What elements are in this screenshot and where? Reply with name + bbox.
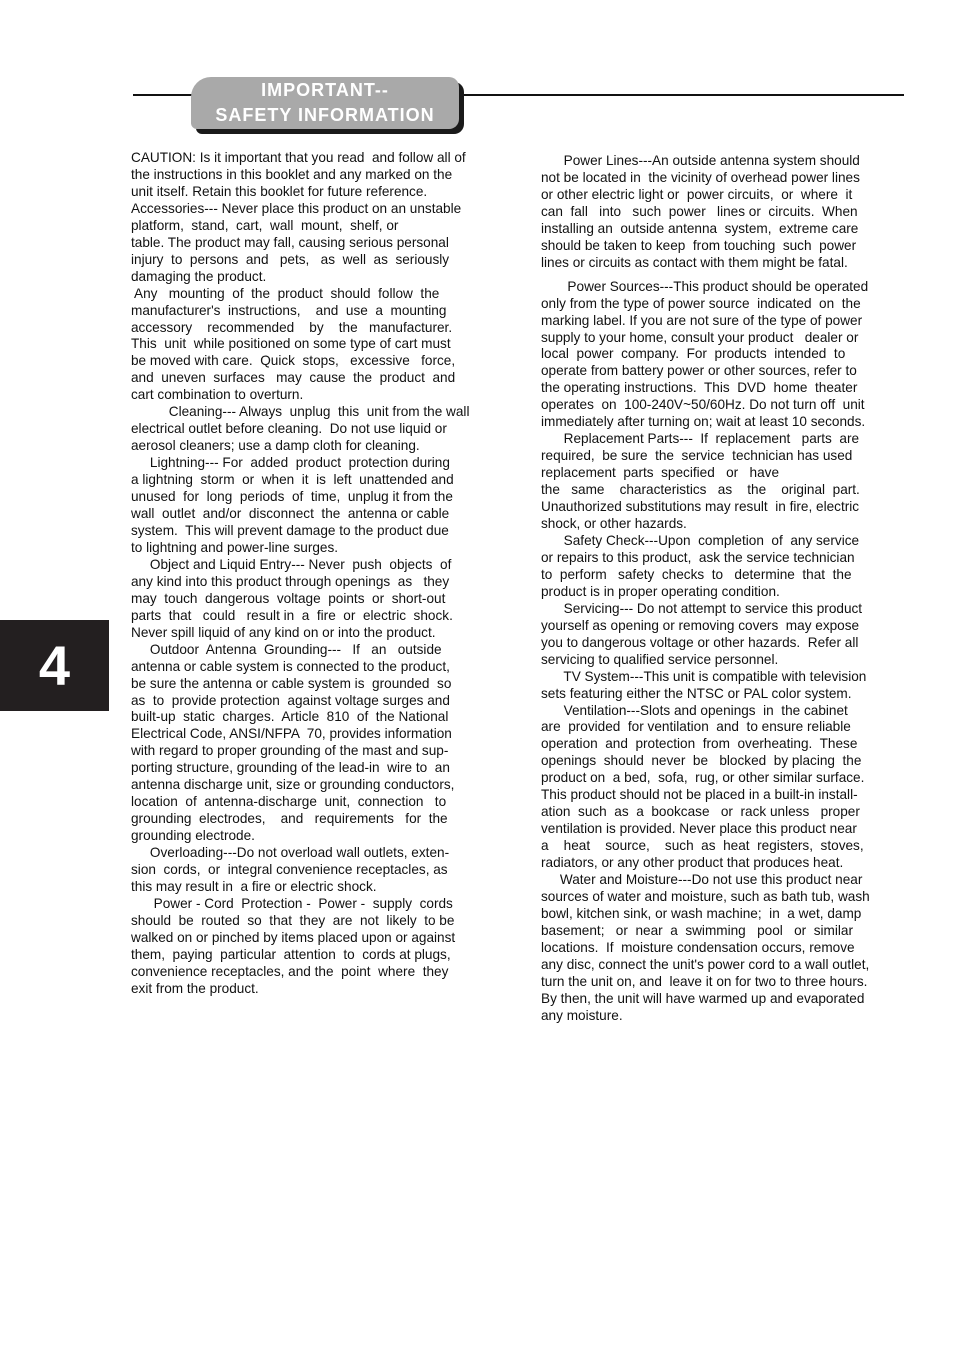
- text-line: Cleaning--- Always unplug this unit from the wall: [131, 404, 470, 420]
- text-line: should be routed so that they are not likely to be: [131, 912, 455, 928]
- text-line: supply to your home, consult your product dealer or: [541, 329, 859, 345]
- text-line: sets featuring either the NTSC or PAL color system.: [541, 685, 852, 701]
- header-rule-right: [460, 94, 904, 96]
- text-line: and uneven surfaces may cause the product and: [131, 370, 456, 386]
- text-line: Water and Moisture---Do not use this product near: [541, 872, 863, 888]
- text-line: or other electric light or power circuits, or where it: [541, 186, 853, 202]
- text-line: manufacturer's instructions, and use a mounting: [131, 302, 447, 318]
- text-line: lines or circuits as contact with them might be fatal.: [541, 254, 848, 270]
- text-line: required, be sure the service technician has used: [541, 448, 853, 464]
- paragraph-gap: [541, 272, 909, 279]
- text-line: Never spill liquid of any kind on or into the product.: [131, 624, 436, 640]
- text-line: you to dangerous voltage or other hazards. Refer all: [541, 634, 859, 650]
- text-line: injury to persons and pets, as well as seriously: [131, 251, 450, 267]
- text-line: convenience receptacles, and the point where they: [131, 963, 449, 979]
- text-line: ventilation is provided. Never place this product near: [541, 821, 857, 837]
- right-text-column: [541, 153, 909, 1025]
- text-line: ation such as a bookcase or rack unless proper: [541, 804, 860, 820]
- text-line: operates on 100-240V~50/60Hz. Do not turn off unit: [541, 397, 865, 413]
- text-line: unit itself. Retain this booklet for future reference.: [131, 183, 428, 199]
- title-line-2: SAFETY INFORMATION: [215, 105, 435, 125]
- page-section-tab: [0, 620, 109, 711]
- text-line: should be taken to keep from touching such power: [541, 237, 857, 253]
- text-line: product on a bed, sofa, rug, or other similar surface.: [541, 770, 865, 786]
- text-line: Safety Check---Upon completion of any service: [541, 532, 860, 548]
- text-line: operate from battery power or other sources, refer to: [541, 363, 857, 379]
- text-line: Power - Cord Protection - Power - supply cords: [131, 895, 453, 911]
- text-line: Unauthorized substitutions may result in fire, electric: [541, 499, 860, 515]
- text-line: walked on or pinched by items placed upon or against: [131, 929, 456, 945]
- text-line: cart combination to overturn.: [131, 387, 304, 403]
- text-line: basement; or near a swimming pool or similar: [541, 922, 854, 938]
- text-line: the instructions in this booklet and any marked on the: [131, 166, 453, 182]
- text-line: are provided for ventilation and to ensure reliable: [541, 719, 851, 735]
- text-line: aerosol cleaners; use a damp cloth for cleaning.: [131, 438, 420, 454]
- text-line: not be located in the vicinity of overhead power lines: [541, 169, 860, 185]
- text-line: operation and protection from overheating. These: [541, 736, 858, 752]
- text-line: wall outlet and/or disconnect the antenna or cable: [131, 506, 450, 522]
- text-line: grounding electrode.: [131, 828, 255, 844]
- text-line: any disc, connect the unit's power cord to a wall outlet,: [541, 956, 870, 972]
- text-line: locations. If moisture condensation occurs, remove: [541, 939, 855, 955]
- text-line: table. The product may fall, causing serious personal: [131, 234, 449, 250]
- text-line: grounding electrodes, and requirements for the: [131, 811, 448, 827]
- text-line: location of antenna-discharge unit, connection to: [131, 794, 447, 810]
- text-line: antenna or cable system is connected to the product,: [131, 658, 450, 674]
- left-text-column: [131, 150, 518, 998]
- text-line: them, paying particular attention to cords at plugs,: [131, 946, 451, 962]
- text-line: be sure the antenna or cable system is grounded so: [131, 675, 452, 691]
- text-line: servicing to qualified service personnel.: [541, 651, 779, 667]
- text-line: Outdoor Antenna Grounding--- If an outside: [131, 641, 442, 657]
- text-line: antenna discharge unit, size or grounding conductors,: [131, 777, 455, 793]
- text-line: immediately after turning on; wait at least 10 seconds.: [541, 414, 866, 430]
- text-line: installing an outside antenna system, extreme care: [541, 220, 859, 236]
- text-line: system. This will prevent damage to the product due: [131, 522, 449, 538]
- text-line: exit from the product.: [131, 980, 259, 996]
- text-line: the same characteristics as the original part.: [541, 482, 860, 498]
- text-line: openings should never be blocked by placing the: [541, 753, 862, 769]
- text-line: platform, stand, cart, wall mount, shelf, or: [131, 217, 399, 233]
- text-line: Lightning--- For added product protection during: [131, 455, 450, 471]
- text-line: By then, the unit will have warmed up and evaporated: [541, 990, 865, 1006]
- text-line: may touch dangerous voltage points or short-out: [131, 590, 446, 606]
- text-line: replacement parts specified or have: [541, 465, 780, 481]
- page-number: 4: [38, 634, 71, 697]
- text-line: can fall into such power lines or circuits. When: [541, 203, 858, 219]
- text-line: with regard to proper grounding of the mast and sup-: [131, 743, 449, 759]
- text-line: damaging the product.: [131, 268, 267, 284]
- text-line: Power Sources---This product should be operated: [541, 278, 869, 294]
- text-line: parts that could result in a fire or electric shock.: [131, 607, 453, 623]
- right-block-1: [541, 153, 909, 272]
- text-line: be moved with care. Quick stops, excessive force,: [131, 353, 456, 369]
- text-line: to perform safety checks to determine that the: [541, 566, 852, 582]
- text-line: unused for long periods of time, unplug it from the: [131, 489, 453, 505]
- title-badge: [191, 77, 459, 129]
- text-line: CAUTION: Is it important that you read and follow all of: [131, 150, 466, 165]
- text-line: sources of water and moisture, such as bath tub, wash: [541, 888, 870, 904]
- text-line: any kind into this product through openings as they: [131, 573, 450, 589]
- text-line: Any mounting of the product should follow the: [131, 285, 440, 301]
- text-line: as to provide protection against voltage surges and: [131, 692, 450, 708]
- text-line: This unit while positioned on some type of cart must: [131, 336, 451, 352]
- text-line: or repairs to this product, ask the service technician: [541, 549, 855, 565]
- text-line: accessory recommended by the manufacturer.: [131, 319, 453, 335]
- right-block-2: [541, 279, 909, 1025]
- text-line: Overloading---Do not overload wall outlets, exten-: [131, 845, 450, 861]
- text-line: to lightning and power-line surges.: [131, 539, 339, 555]
- text-line: Electrical Code, ANSI/NFPA 70, provides information: [131, 726, 452, 742]
- text-line: shock, or other hazards.: [541, 516, 687, 532]
- text-line: marking label. If you are not sure of the type of power: [541, 312, 863, 328]
- text-line: a lightning storm or when it is left unattended and: [131, 472, 454, 488]
- text-line: Replacement Parts--- If replacement parts are: [541, 431, 860, 447]
- text-line: a heat source, such as heat registers, stoves,: [541, 838, 864, 854]
- text-line: Power Lines---An outside antenna system should: [541, 153, 860, 168]
- text-line: This product should not be placed in a built-in install-: [541, 787, 858, 803]
- text-line: radiators, or any other product that produces heat.: [541, 855, 844, 871]
- text-line: built-up static charges. Article 810 of the National: [131, 709, 449, 725]
- text-line: sion cords, or integral convenience receptacles, as: [131, 862, 448, 878]
- text-line: only from the type of power source indicated on the: [541, 295, 861, 311]
- text-line: TV System---This unit is compatible with television: [541, 668, 867, 684]
- text-line: product is in proper operating condition.: [541, 583, 780, 599]
- title-line-1: IMPORTANT--: [261, 80, 389, 100]
- text-line: the operating instructions. This DVD home theater: [541, 380, 858, 396]
- text-line: Ventilation---Slots and openings in the cabinet: [541, 702, 848, 718]
- header-rule-left: [133, 94, 195, 96]
- text-line: this may result in a fire or electric shock.: [131, 878, 377, 894]
- text-line: Accessories--- Never place this product on an unstable: [131, 200, 462, 216]
- text-line: bowl, kitchen sink, or wash machine; in a wet, damp: [541, 905, 862, 921]
- text-line: porting structure, grounding of the lead-in wire to an: [131, 760, 450, 776]
- text-line: local power company. For products intended to: [541, 346, 846, 362]
- text-line: turn the unit on, and leave it on for two to three hours.: [541, 973, 868, 989]
- text-line: any moisture.: [541, 1007, 623, 1023]
- text-line: electrical outlet before cleaning. Do not use liquid or: [131, 421, 447, 437]
- text-line: Object and Liquid Entry--- Never push objects of: [131, 556, 452, 572]
- text-line: yourself as opening or removing covers may expose: [541, 617, 860, 633]
- text-line: Servicing--- Do not attempt to service this product: [541, 600, 863, 616]
